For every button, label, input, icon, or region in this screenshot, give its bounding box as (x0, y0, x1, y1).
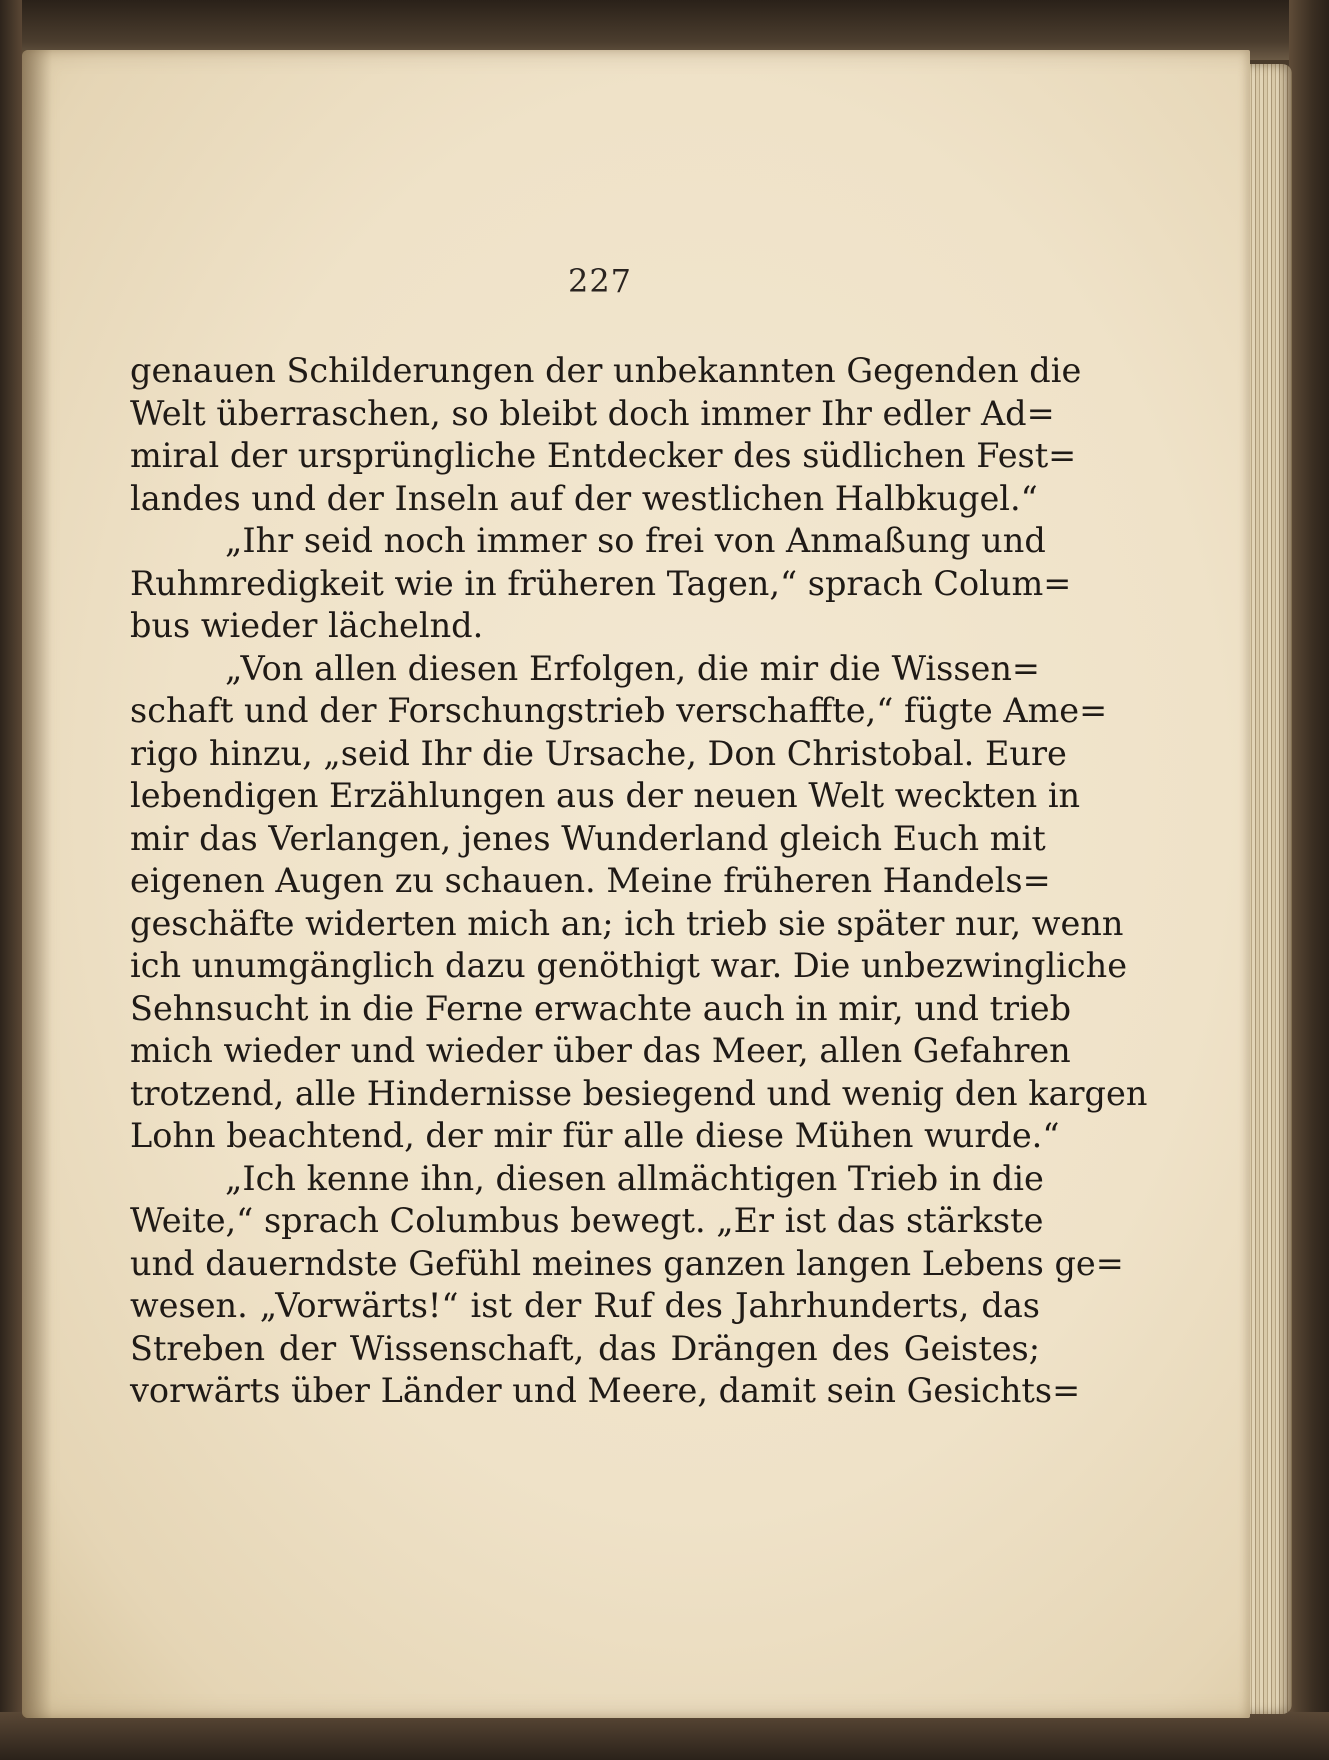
text-line: mir das Verlangen, jenes Wunderland gleich Euch mit (130, 818, 1046, 858)
gutter-shadow (22, 50, 52, 1718)
text-line: Lohn beachtend, der mir für alle diese Mühen wurde.“ (130, 1116, 1060, 1155)
text-line: „Ihr seid noch immer so frei von Anmaßung und (225, 521, 1046, 560)
body-text (130, 350, 1148, 1413)
text-line: und dauerndste Gefühl meines ganzen langen Lebens ge= (130, 1243, 1124, 1283)
book-cover-bottom-edge (0, 1712, 1329, 1760)
text-line: Weite,“ sprach Columbus bewegt. „Er ist das stärkste (130, 1201, 1044, 1240)
text-line: lebendigen Erzählungen aus der neuen Welt weckten in (130, 776, 1081, 815)
text-line: genauen Schilderungen der unbekannten Gegenden die (130, 351, 1082, 390)
text-line: „Von allen diesen Erfolgen, die mir die Wissen= (225, 648, 1040, 688)
book-cover-left-edge (0, 0, 22, 1760)
text-line: Ruhmredigkeit wie in früheren Tagen,“ sprach Colum= (130, 563, 1072, 603)
text-line: trotzend, alle Hindernisse besiegend und wenig den kargen (130, 1073, 1148, 1113)
text-line: Sehnsucht in die Ferne erwachte auch in mir, und trieb (130, 988, 1072, 1028)
text-line: Welt überraschen, so bleibt doch immer Ihr edler Ad= (130, 393, 1055, 433)
text-line: landes und der Inseln auf der westlichen Halbkugel.“ (130, 478, 1038, 518)
text-line: eigenen Augen zu schauen. Meine früheren Handels= (130, 861, 1051, 900)
text-line: bus wieder lächelnd. (130, 606, 484, 645)
text-line: „Ich kenne ihn, diesen allmächtigen Trieb in die (225, 1158, 1044, 1198)
page-number: 227 (567, 262, 633, 300)
text-line: ich unumgänglich dazu genöthigt war. Die unbezwingliche (130, 946, 1128, 985)
text-line: schaft und der Forschungstrieb verschaffte,“ fügte Ame= (130, 691, 1108, 730)
text-line: Streben der Wissenschaft, das Drängen des Geistes; (130, 1328, 1040, 1368)
text-line: miral der ursprüngliche Entdecker des südlichen Fest= (130, 436, 1077, 475)
text-line: mich wieder und wieder über das Meer, allen Gefahren (130, 1031, 1071, 1070)
text-line: wesen. „Vorwärts!“ ist der Ruf des Jahrhunderts, das (130, 1286, 1040, 1325)
text-line: vorwärts über Länder und Meere, damit sein Gesichts= (130, 1371, 1081, 1410)
book-cover-right-edge (1289, 0, 1329, 1760)
text-line: geschäfte widerten mich an; ich trieb sie später nur, wenn (130, 903, 1124, 943)
text-line: rigo hinzu, „seid Ihr die Ursache, Don Christobal. Eure (130, 733, 1067, 773)
